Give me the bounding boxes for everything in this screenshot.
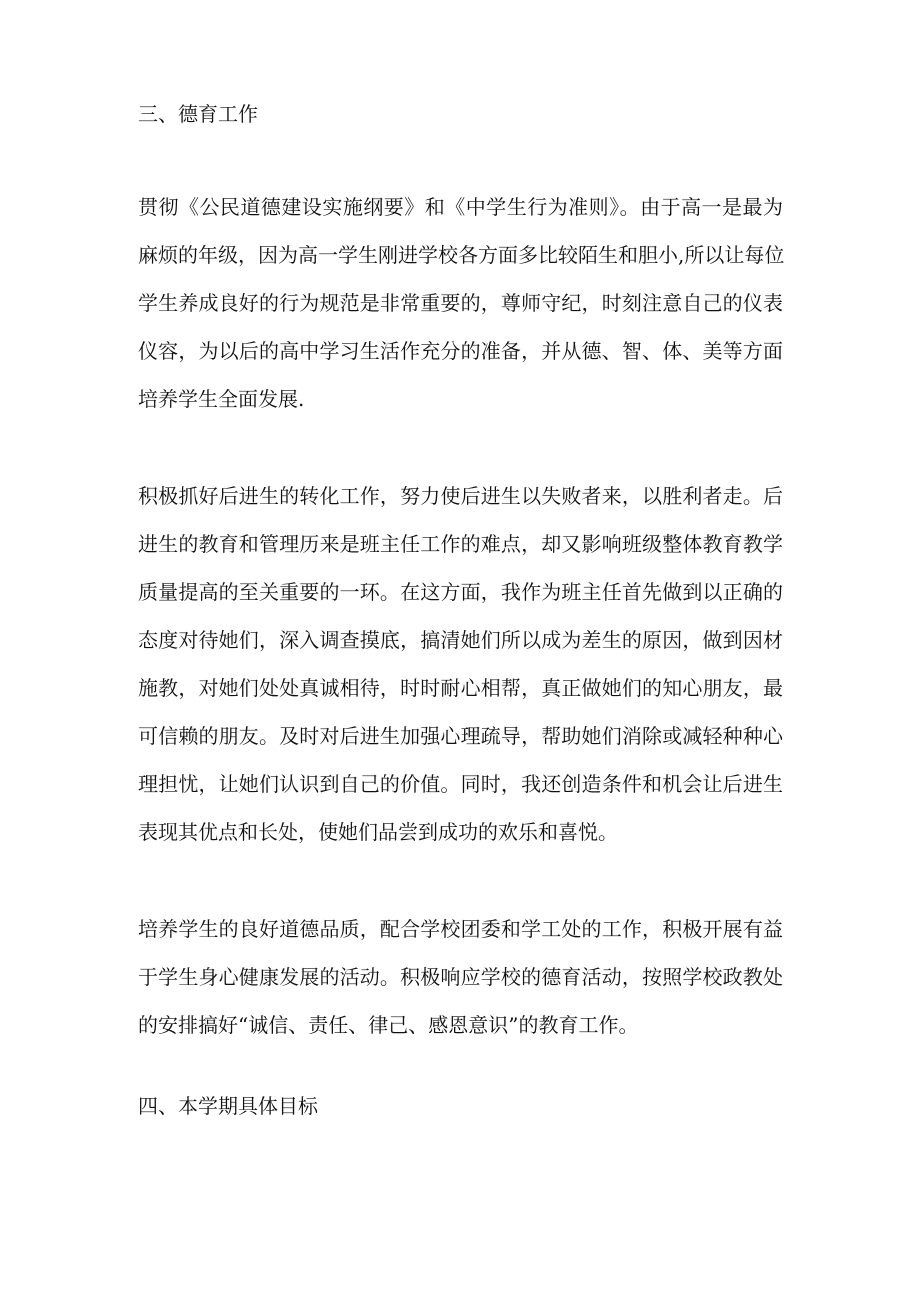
paragraph-line: 质量提高的至关重要的一环。在这方面，我作为班主任首先做到以正确的 [138,580,783,604]
paragraph-line: 培养学生的良好道德品质，配合学校团委和学工处的工作，积极开展有益 [138,917,783,941]
paragraph-line: 可信赖的朋友。及时对后进生加强心理疏导，帮助她们消除或减轻种种心 [138,724,783,748]
paragraph-line: 仪容，为以后的高中学习生活作充分的准备，并从德、智、体、美等方面 [138,339,783,363]
paragraph-line: 麻烦的年级，因为高一学生刚进学校各方面多比较陌生和胆小,所以让每位 [138,243,785,267]
section-heading-semester-goals: 四、本学期具体目标 [138,1094,318,1118]
paragraph-line: 贯彻《公民道德建设实施纲要》和《中学生行为准则》。由于高一是最为 [138,195,783,219]
paragraph-line: 进生的教育和管理历来是班主任工作的难点，却又影响班级整体教育教学 [138,532,783,556]
paragraph-line: 态度对待她们，深入调查摸底，搞清她们所以成为差生的原因，做到因材 [138,628,783,652]
paragraph-line: 理担忧，让她们认识到自己的价值。同时，我还创造条件和机会让后进生 [138,772,783,796]
section-heading-moral-education: 三、德育工作 [138,102,258,126]
paragraph-line: 于学生身心健康发展的活动。积极响应学校的德育活动，按照学校政教处 [138,965,783,989]
paragraph-line: 的安排搞好“诚信、责任、律己、感恩意识”的教育工作。 [138,1013,639,1037]
paragraph-line: 施教，对她们处处真诚相待，时时耐心相帮，真正做她们的知心朋友，最 [138,676,783,700]
paragraph-line: 培养学生全面发展. [138,387,305,411]
paragraph-line: 积极抓好后进生的转化工作，努力使后进生以失败者来，以胜利者走。后 [138,484,783,508]
paragraph-line: 表现其优点和长处，使她们品尝到成功的欢乐和喜悦。 [138,820,618,844]
paragraph-line: 学生养成良好的行为规范是非常重要的，尊师守纪，时刻注意自己的仪表 [138,291,783,315]
